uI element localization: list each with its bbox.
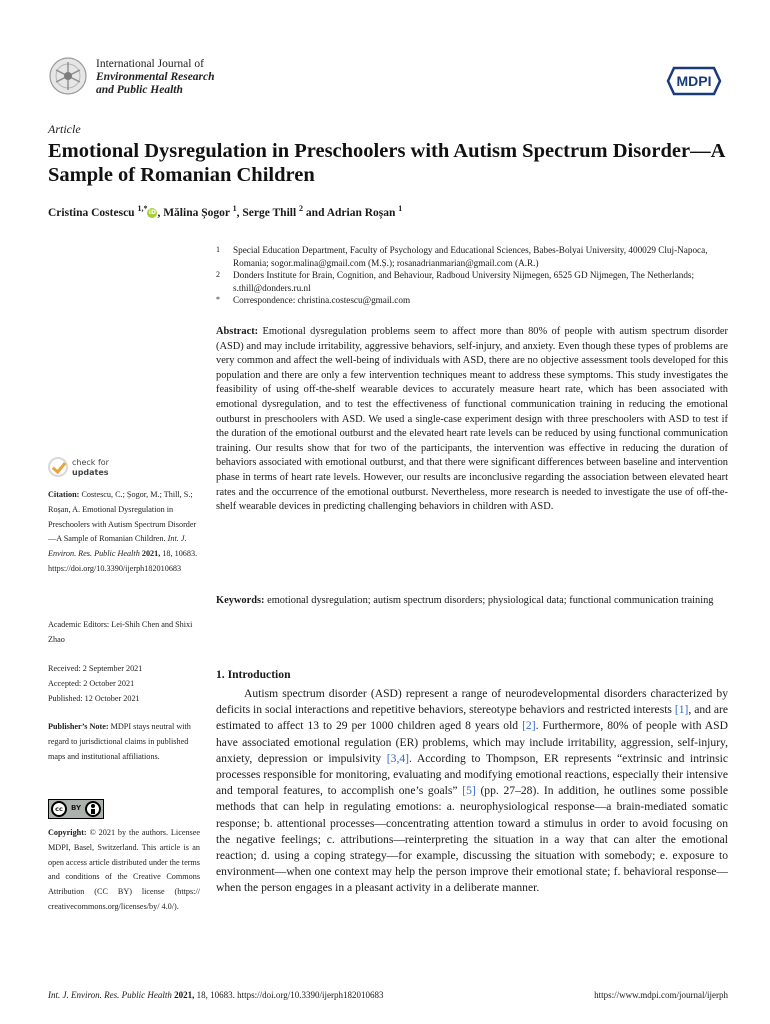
journal-name-line3: and Public Health [96, 84, 183, 96]
journal-name-line2: Environmental Research [96, 71, 215, 83]
footer-year: 2021, [174, 990, 195, 1000]
copyright-block [48, 826, 200, 915]
citation-journal: Int. J. Environ. Res. Public Health [48, 534, 187, 559]
affiliation-number: * [216, 295, 220, 304]
citation-text: Costescu, C.; Șogor, M.; Thill, S.; Roșan, A. Emotional Dysregulation in Preschoolers with Autism Spectrum Disorder—A Sample of Romanian Children. [48, 490, 197, 544]
accepted-date: Accepted: 2 October 2021 [48, 678, 135, 688]
citation-link[interactable]: [1] [674, 703, 689, 717]
abstract-label: Abstract: [216, 326, 259, 337]
affiliation-text: Correspondence: christina.costescu@gmail.com [233, 295, 411, 305]
check-updates-icon [48, 457, 68, 477]
ijerph-logo-icon [48, 56, 88, 96]
keywords [216, 594, 728, 609]
introduction-paragraph [216, 686, 728, 897]
footer-citation [48, 990, 383, 1000]
copyright-text: © 2021 by the authors. Licensee MDPI, Basel, Switzerland. This article is an open access article distributed under the terms and conditions of the Creative Commons Attribution (CC BY) license (https:// creativecommons.org/licenses/by/ 4.0/). [48, 828, 201, 911]
footer-journal-url[interactable]: https://www.mdpi.com/journal/ijerph [594, 990, 728, 1000]
author-affiliation-sup: 1 [232, 204, 237, 213]
footer-doi[interactable]: 18, 10683. https://doi.org/10.3390/ijerph182010683 [196, 990, 384, 1000]
author-name: Serge Thill [242, 206, 300, 219]
author-name: Mălina Șogor [163, 206, 233, 219]
intro-text-2: , and are estimated to affect 13 to 29 per 1000 children aged 8 years old [216, 703, 728, 733]
author-separator: and [303, 206, 327, 219]
author-separator: , [157, 206, 164, 219]
section-heading-introduction: 1. Introduction [216, 668, 291, 681]
affiliation-text: Donders Institute for Brain, Cognition, and Behaviour, Radboud University Nijmegen, 6525 GD Nijmegen, The Netherlands; s.thill@donders.ru.nl [233, 270, 695, 293]
cc-by-license-badge[interactable] [48, 799, 104, 819]
affiliation-number: 1 [216, 245, 220, 254]
citation-link[interactable]: [2] [522, 719, 536, 733]
copyright-label: Copyright: [48, 828, 87, 837]
keywords-label: Keywords: [216, 595, 265, 606]
author-affiliation-sup: 1,* [137, 204, 148, 213]
mdpi-logo-text: MDPI [676, 73, 712, 89]
publisher-note-text: MDPI stays neutral with regard to jurisdictional claims in published maps and institutional affiliations. [48, 722, 191, 761]
footer-journal: Int. J. Environ. Res. Public Health [48, 990, 172, 1000]
intro-text-3: . Furthermore, 80% of people with ASD have associated emotional regulation (ER) problems, which may include irritability, aggression, self-injury, anxiety, depression or impulsivity [216, 719, 728, 765]
author-separator: , [236, 206, 243, 219]
published-date: Published: 12 October 2021 [48, 693, 140, 703]
orcid-icon[interactable]: iD [148, 208, 156, 216]
cc-by-label: BY [71, 804, 82, 812]
intro-text-4: . According to Thompson, ER represents “extrinsic and intrinsic processes responsible for monitoring, evaluating and modifying emotional reactions, especially their intensive and temporal features, to accomplish one’s goals” [216, 751, 728, 798]
citation-block [48, 488, 200, 577]
dates-block [48, 662, 200, 706]
author-affiliation-sup: 2 [299, 204, 304, 213]
publisher-note [48, 720, 200, 764]
journal-name [96, 58, 215, 97]
check-for-updates-button[interactable] [48, 457, 168, 483]
publisher-note-label: Publisher’s Note: [48, 722, 109, 731]
citation-doi[interactable]: 18, 10683. https://doi.org/10.3390/ijerph182010683 [48, 549, 198, 573]
keywords-text: emotional dysregulation; autism spectrum disorders; physiological data; functional communication training [267, 595, 714, 606]
affiliation-number: 2 [216, 270, 220, 279]
intro-text-1: Autism spectrum disorder (ASD) represent a range of neurodevelopmental disorders characterized by deficits in social interactions and repetitive behaviors, stereotype behaviors and restricted interests [216, 687, 728, 717]
author-name: Adrian Roșan [326, 206, 399, 219]
citation-year: 2021, [141, 549, 161, 559]
article-title: Emotional Dysregulation in Preschoolers with Autism Spectrum Disorder—A Sample of Romanian Children [48, 140, 725, 186]
academic-editors: Academic Editors: Lei-Shih Chen and Shixi Zhao [48, 620, 193, 644]
affiliation-item [216, 269, 728, 294]
attribution-person-icon [85, 801, 101, 817]
intro-text-5: (pp. 27–28). In addition, he outlines some possible methods that can help in regulating emotions: a. neurophysiological response—a brain-mediated somatic response; b. attentional processes—concentrating attention toward a stimulus in order to avoid focusing on the negative feelings; c. attributions—reinterpreting the situation in a way that can alter the emotional reaction; d. using a coping strategy—for example, discussing the situation with somebody; e. exposure to environment—when one context may help the person improve their emotional state; f. behavioral response—when the person engages in a pleasant activity in a deliberate manner. [216, 784, 728, 895]
check-updates-line1: check for [72, 458, 109, 467]
journal-name-line1: International Journal of [96, 58, 204, 70]
citation-link[interactable]: [3,4] [386, 751, 409, 765]
check-updates-line2: updates [72, 468, 109, 477]
affiliation-text: Special Education Department, Faculty of Psychology and Educational Sciences, Babes-Bolyai University, 400029 Cluj-Napoca, Romania; sogor.malina@gmail.com (M.Ș.); rosanadrianmarian@gmail.com (A.R.) [233, 245, 708, 268]
abstract-text: Emotional dysregulation problems seem to affect more than 80% of people with autism spectrum disorder (ASD) and may include irritability, aggressive behaviors, self-injury, and anxiety. Even though these types of problems are very common and affect the well-being of individuals with ASD, there are no objective assessment tools developed for this population and there are only a few intervention techniques meant to address these symptoms. This study investigates the feasibility of using off-the-shelf wearable devices to accurately measure heart rate, which has been associated with emotional dysregulation, and to test the effectiveness of functional communication training in reducing the emotional outburst in preschoolers with ASD. We used a single-case experiment design with three preschoolers with ASD to test if the duration of the emotional outburst and the elevated heart rate levels can be reduced by using functional communication training. Our results show that for two of the participants, the intervention was effective in reducing the duration of behaviors associated with emotional outburst, and that there were significant differences between baseline and intervention phase in terms of heart rate levels. However, our results are inconclusive regarding the association between elevated heart rates and the occurrence of the emotional outburst. Nevertheless, more research is needed to investigate the use of off-the-shelf wearable devices in predicting challenging behaviors in children with ASD. [216, 326, 728, 513]
page-footer [48, 990, 728, 1000]
author-list [48, 204, 402, 219]
abstract [216, 325, 728, 515]
article-type: Article [48, 122, 81, 136]
affiliations [216, 244, 728, 307]
author-name: Cristina Costescu [48, 206, 138, 219]
cc-icon: cc [51, 801, 67, 817]
affiliation-item [216, 294, 728, 307]
received-date: Received: 2 September 2021 [48, 664, 143, 673]
citation-link[interactable]: [5] [462, 784, 476, 798]
mdpi-logo [666, 66, 722, 96]
affiliation-item [216, 244, 728, 269]
citation-label: Citation: [48, 490, 80, 499]
author-affiliation-sup: 1 [398, 204, 403, 213]
